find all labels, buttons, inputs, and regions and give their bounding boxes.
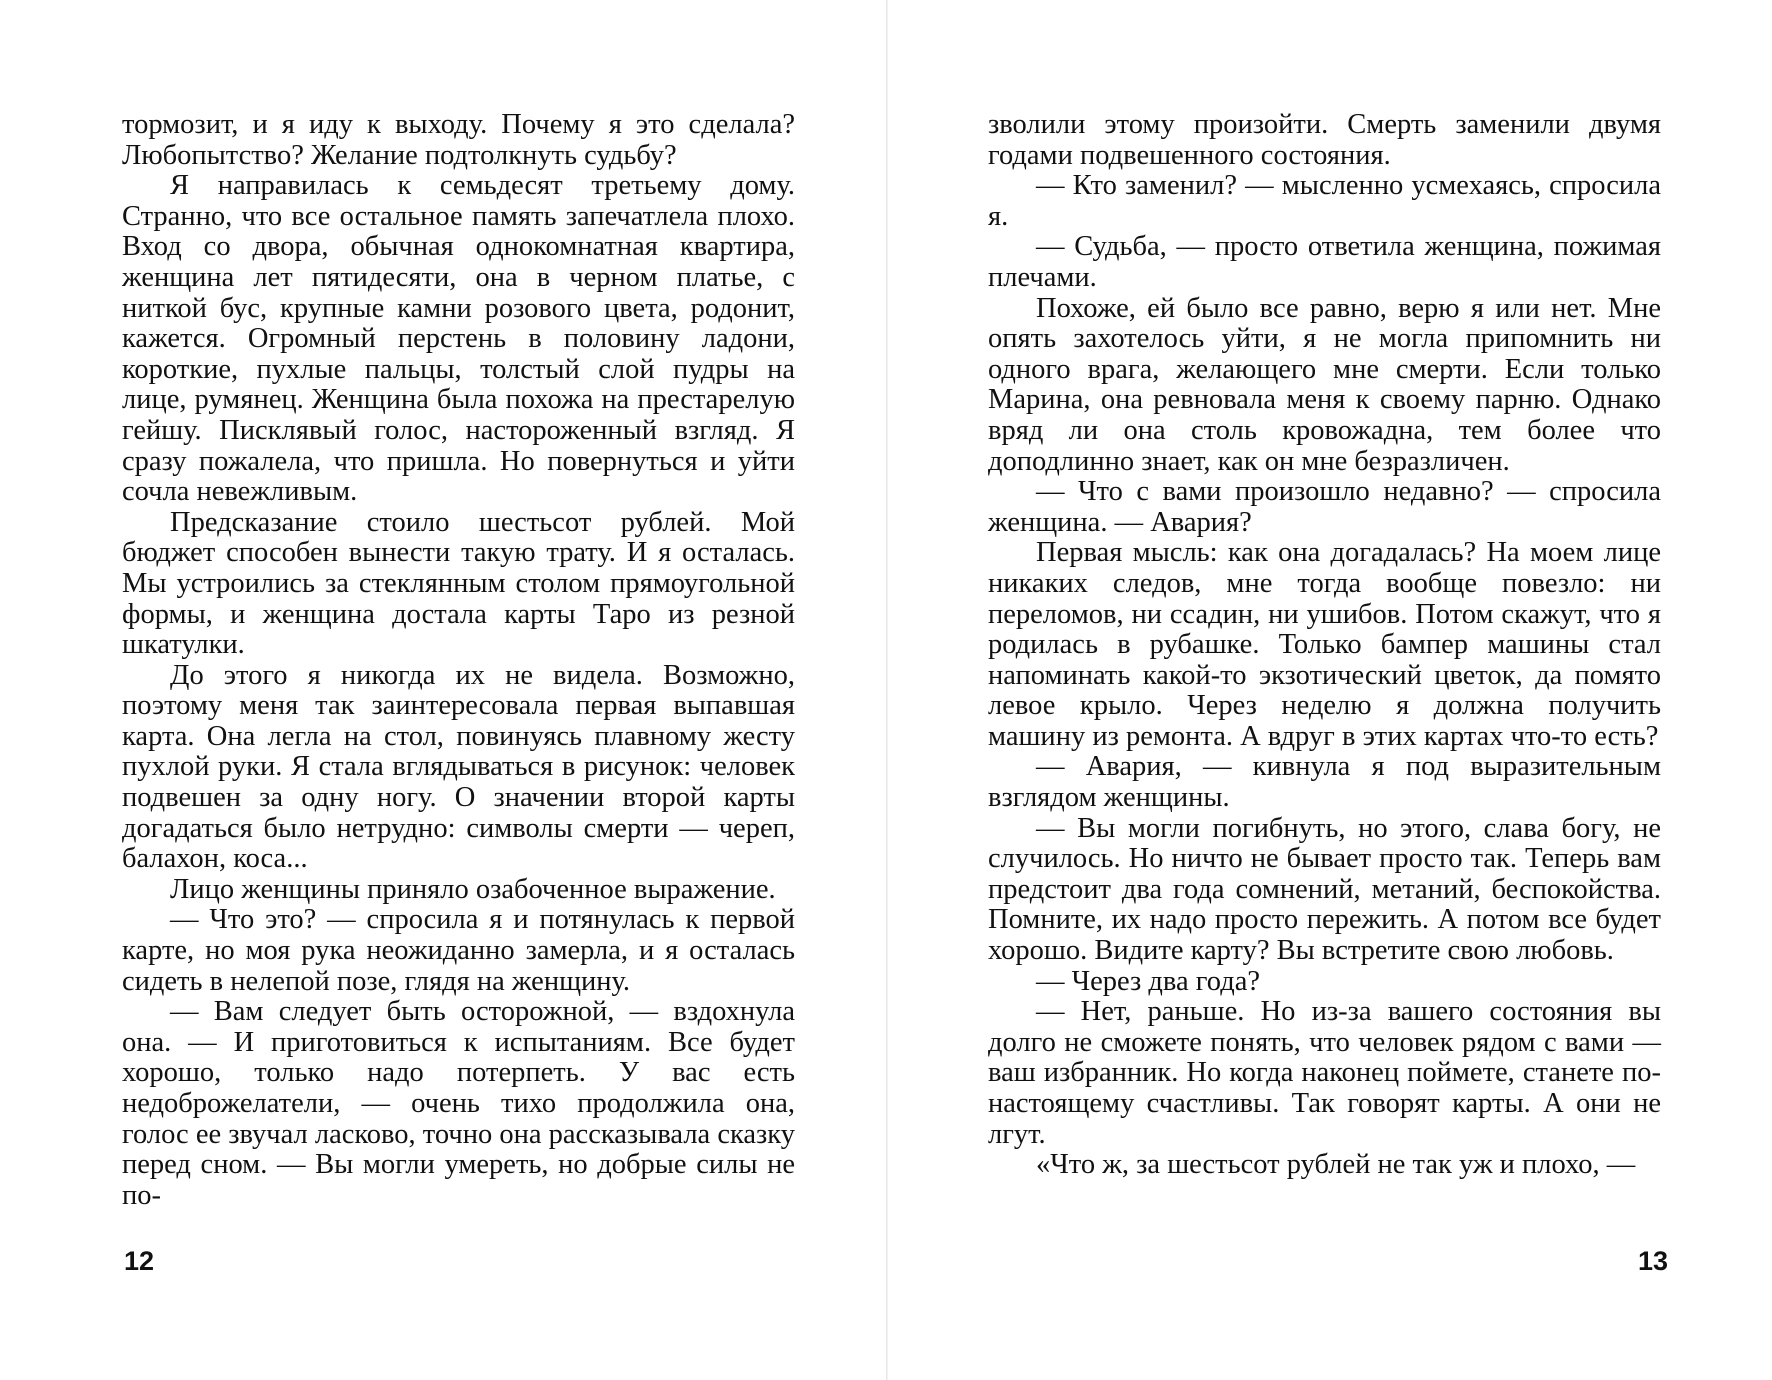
paragraph: До этого я никогда их не видела. Возможно, поэтому меня так заинтересовала первая выпавшая карта. Она легла на стол, повинуясь плавному жесту пухлой руки. Я стала вглядываться в рисунок: человек подвешен за одну ногу. О значении второй карты догадаться было нетрудно: символы смерти — череп, балахон, коса... xyxy=(122,659,795,875)
paragraph: — Что с вами произошло недавно? — спросила женщина. — Авария? xyxy=(988,476,1661,538)
paragraph: зволили этому произойти. Смерть заменили двумя годами подвешенного состояния. xyxy=(988,109,1661,171)
right-page-text xyxy=(988,110,1661,1181)
paragraph: — Что это? — спросила я и потянулась к первой карте, но моя рука неожиданно замерла, и я осталась сидеть в нелепой позе, глядя на женщину. xyxy=(122,904,795,997)
page-number-right: 13 xyxy=(1637,1246,1668,1276)
paragraph: — Через два года? xyxy=(1036,965,1260,997)
page-number-left: 12 xyxy=(124,1246,155,1276)
paragraph: «Что ж, за шестьсот рублей не так уж и плохо, — xyxy=(1036,1149,1636,1181)
paragraph: Предсказание стоило шестьсот рублей. Мой бюджет способен вынести такую трату. И я осталась. Мы устроились за стеклянным столом прямоугольной формы, и женщина достала карты Таро из резной шкатулки. xyxy=(122,506,795,661)
paragraph: Я направилась к семьдесят третьему дому. Странно, что все остальное память запечатлела плохо. Вход со двора, обычная однокомнатная квартира, женщина лет пятидесяти, она в черном платье, с ниткой бус, крупные камни розового цвета, родонит, кажется. Огромный перстень в половину ладони, короткие, пухлые пальцы, толстый слой пудры на лице, румянец. Женщина была похожа на престарелую гейшу. Писклявый голос, настороженный взгляд. Я сразу пожалела, что пришла. Но повернуться и уйти сочла невежливым. xyxy=(122,170,795,508)
paragraph: — Кто заменил? — мысленно усмехаясь, спросила я. xyxy=(988,170,1661,232)
paragraph: Похоже, ей было все равно, верю я или нет. Мне опять захотелось уйти, я не могла припомнить ни одного врага, желающего мне смерти. Если только Марина, она ревновала меня к своему парню. Однако вряд ли она столь кровожадна, тем более что доподлинно знает, как он мне безразличен. xyxy=(988,292,1661,477)
paragraph: Лицо женщины приняло озабоченное выражение. xyxy=(170,873,776,905)
paragraph: — Вам следует быть осторожной, — вздохнула она. — И приготовиться к испытаниям. Все будет хорошо, только надо потерпеть. У вас есть недоброжелатели, — очень тихо продолжила она, голос ее звучал ласково, точно она рассказывала сказку перед сном. — Вы могли умереть, но добрые силы не по- xyxy=(122,996,795,1211)
paragraph: — Авария, — кивнула я под выразительным взглядом женщины. xyxy=(988,751,1661,814)
book-gutter xyxy=(886,0,888,1380)
left-page xyxy=(122,110,795,1211)
paragraph: — Нет, раньше. Но из-за вашего состояния вы долго не сможете понять, что человек рядом с вами — ваш избранник. Но когда наконец поймете, станете по-настоящему счастливы. Так говорят карты. А они не лгут. xyxy=(988,996,1661,1150)
paragraph: — Судьба, — просто ответила женщина, пожимая плечами. xyxy=(988,231,1661,293)
paragraph: — Вы могли погибнуть, но этого, слава богу, не случилось. Но ничто не бывает просто так. Теперь вам предстоит два года сомнений, метаний, беспокойства. Помните, их надо просто пережить. А потом все будет хорошо. Видите карту? Вы встретите свою любовь. xyxy=(988,812,1661,967)
paragraph: тормозит, и я иду к выходу. Почему я это сделала? Любопытство? Желание подтолкнуть судьбу? xyxy=(122,109,795,171)
right-page xyxy=(988,110,1661,1181)
paragraph: Первая мысль: как она догадалась? На моем лице никаких следов, мне тогда вообще повезло: ни переломов, ни ссадин, ни ушибов. Потом скажут, что я родилась в рубашке. Только бампер машины стал напоминать какой-то экзотический цветок, да помято левое крыло. Через неделю я должна получить машину из ремонта. А вдруг в этих картах что-то есть? xyxy=(988,537,1661,752)
left-page-text xyxy=(122,110,795,1211)
